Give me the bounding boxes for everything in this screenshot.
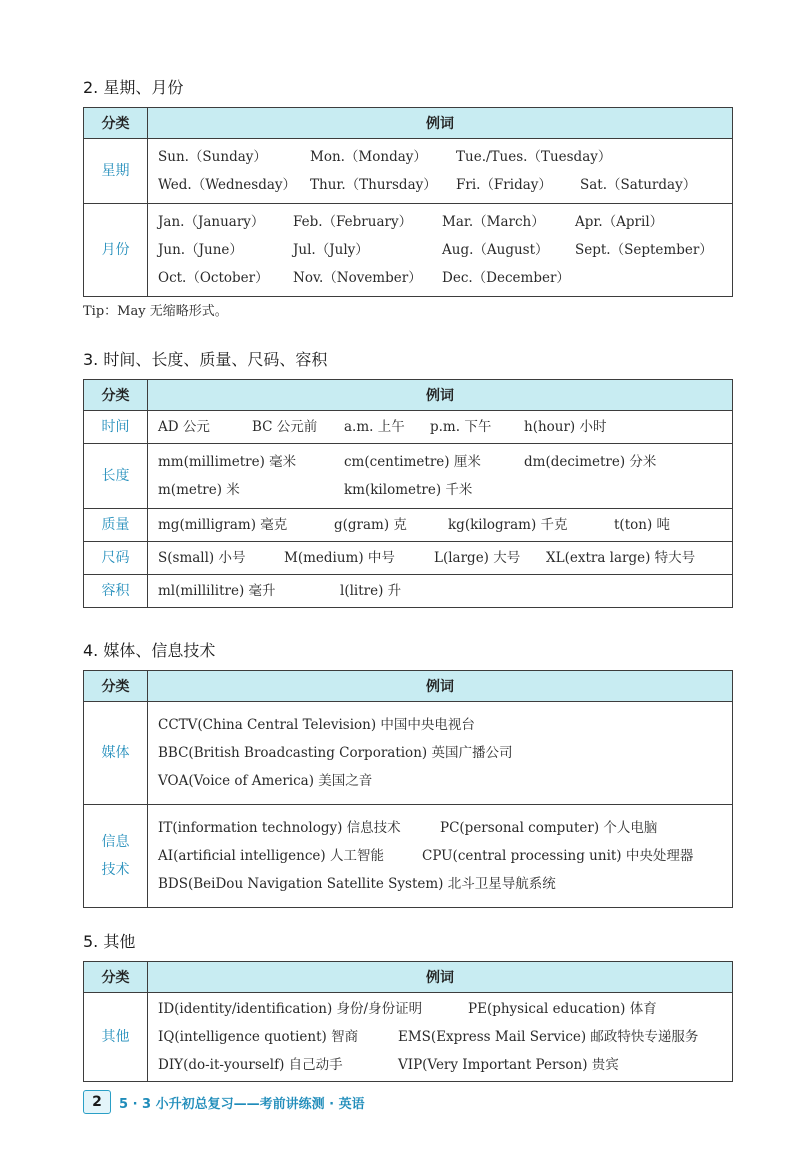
category-cell: 容积 <box>84 575 148 608</box>
category-cell: 长度 <box>84 444 148 509</box>
header-examples: 例词 <box>148 380 733 411</box>
table-row <box>84 444 733 509</box>
example-term: DIY(do-it-yourself) 自己动手 <box>158 1057 343 1073</box>
example-term: BC 公元前 <box>252 419 318 435</box>
example-line <box>158 171 732 199</box>
example-term: IT(information technology) 信息技术 <box>158 820 401 836</box>
header-examples: 例词 <box>148 108 733 139</box>
example-line <box>158 870 732 898</box>
example-term: Nov.（November） <box>293 270 422 286</box>
example-term: M(medium) 中号 <box>284 550 395 566</box>
example-term: S(small) 小号 <box>158 550 246 566</box>
book-series-title: 5 · 3 小升初总复习——考前讲练测 · 英语 <box>119 1096 365 1112</box>
table-row <box>84 575 733 608</box>
category-cell: 其他 <box>84 993 148 1082</box>
example-term: Tue./Tues.（Tuesday） <box>456 149 612 165</box>
example-term: BDS(BeiDou Navigation Satellite System) 北斗卫星导航系统 <box>158 876 556 892</box>
table-row <box>84 702 733 805</box>
example-line <box>158 448 732 476</box>
header-category: 分类 <box>84 962 148 993</box>
category-cell: 星期 <box>84 139 148 204</box>
example-term: mg(milligram) 毫克 <box>158 517 288 533</box>
example-term: l(litre) 升 <box>340 583 402 599</box>
tip-note: Tip：May 无缩略形式。 <box>83 304 228 319</box>
header-examples: 例词 <box>148 962 733 993</box>
example-term: Mar.（March） <box>442 214 545 230</box>
example-term: m(metre) 米 <box>158 482 240 498</box>
example-term: Sun.（Sunday） <box>158 149 267 165</box>
section-title-others: 5. 其他 <box>83 932 136 951</box>
section-title-media-it: 4. 媒体、信息技术 <box>83 641 216 660</box>
header-examples: 例词 <box>148 671 733 702</box>
example-term: Sat.（Saturday） <box>580 177 697 193</box>
category-cell: 时间 <box>84 411 148 444</box>
example-line <box>158 143 732 171</box>
table-row <box>84 542 733 575</box>
example-line <box>158 1051 732 1079</box>
example-term: Aug.（August） <box>442 242 549 258</box>
example-term: AI(artificial intelligence) 人工智能 <box>158 848 384 864</box>
table-row <box>84 204 733 297</box>
table-row <box>84 993 733 1082</box>
table-row <box>84 139 733 204</box>
header-category: 分类 <box>84 671 148 702</box>
example-line <box>158 264 732 292</box>
example-term: BBC(British Broadcasting Corporation) 英国广播公司 <box>158 745 513 761</box>
example-term: L(large) 大号 <box>434 550 521 566</box>
media-it-table <box>83 670 733 908</box>
example-term: dm(decimetre) 分米 <box>524 454 657 470</box>
example-term: t(ton) 吨 <box>614 517 670 533</box>
example-term: ml(millilitre) 毫升 <box>158 583 276 599</box>
category-cell: 媒体 <box>84 702 148 805</box>
example-term: Feb.（February） <box>293 214 413 230</box>
measurements-table <box>83 379 733 608</box>
example-term: Sept.（September） <box>575 242 713 258</box>
example-term: PC(personal computer) 个人电脑 <box>440 820 658 836</box>
example-term: ID(identity/identification) 身份/身份证明 <box>158 1001 423 1017</box>
example-line <box>158 476 732 504</box>
category-cell: 尺码 <box>84 542 148 575</box>
example-line <box>158 413 732 441</box>
example-line <box>158 577 732 605</box>
page-number: 2 <box>83 1090 111 1114</box>
example-term: h(hour) 小时 <box>524 419 607 435</box>
category-cell: 月份 <box>84 204 148 297</box>
example-term: CCTV(China Central Television) 中国中央电视台 <box>158 717 475 733</box>
example-term: cm(centimetre) 厘米 <box>344 454 481 470</box>
example-line <box>158 739 732 767</box>
category-cell: 质量 <box>84 509 148 542</box>
example-term: PE(physical education) 体育 <box>468 1001 657 1017</box>
example-line <box>158 814 732 842</box>
section-title-measurements: 3. 时间、长度、质量、尺码、容积 <box>83 350 328 369</box>
example-term: Fri.（Friday） <box>456 177 552 193</box>
weekdays-months-table <box>83 107 733 297</box>
example-term: Apr.（April） <box>575 214 664 230</box>
page-footer <box>83 1090 365 1114</box>
header-category: 分类 <box>84 108 148 139</box>
table-row <box>84 509 733 542</box>
category-line: 信息 <box>101 834 130 850</box>
example-line <box>158 995 732 1023</box>
example-term: km(kilometre) 千米 <box>344 482 473 498</box>
example-line <box>158 767 732 795</box>
example-term: Thur.（Thursday） <box>310 177 437 193</box>
example-term: XL(extra large) 特大号 <box>546 550 696 566</box>
example-line <box>158 511 732 539</box>
example-line <box>158 208 732 236</box>
example-term: kg(kilogram) 千克 <box>448 517 568 533</box>
section-title-weekdays-months: 2. 星期、月份 <box>83 78 184 97</box>
example-line <box>158 236 732 264</box>
example-term: a.m. 上午 <box>344 419 405 435</box>
table-row <box>84 411 733 444</box>
example-term: Jan.（January） <box>158 214 265 230</box>
example-term: Jun.（June） <box>158 242 243 258</box>
others-table <box>83 961 733 1082</box>
category-line: 技术 <box>101 862 130 878</box>
example-term: VOA(Voice of America) 美国之音 <box>158 773 373 789</box>
example-term: mm(millimetre) 毫米 <box>158 454 297 470</box>
header-category: 分类 <box>84 380 148 411</box>
example-term: Dec.（December） <box>442 270 570 286</box>
example-line <box>158 1023 732 1051</box>
example-line <box>158 544 732 572</box>
example-term: g(gram) 克 <box>334 517 407 533</box>
example-term: Oct.（October） <box>158 270 269 286</box>
example-term: p.m. 下午 <box>430 419 492 435</box>
example-term: AD 公元 <box>158 419 210 435</box>
table-row <box>84 805 733 908</box>
example-term: Mon.（Monday） <box>310 149 427 165</box>
example-line <box>158 711 732 739</box>
example-line <box>158 842 732 870</box>
example-term: CPU(central processing unit) 中央处理器 <box>422 848 694 864</box>
example-term: Wed.（Wednesday） <box>158 177 297 193</box>
example-term: Jul.（July） <box>293 242 369 258</box>
example-term: EMS(Express Mail Service) 邮政特快专递服务 <box>398 1029 699 1045</box>
category-cell <box>84 805 148 908</box>
example-term: VIP(Very Important Person) 贵宾 <box>398 1057 619 1073</box>
example-term: IQ(intelligence quotient) 智商 <box>158 1029 359 1045</box>
